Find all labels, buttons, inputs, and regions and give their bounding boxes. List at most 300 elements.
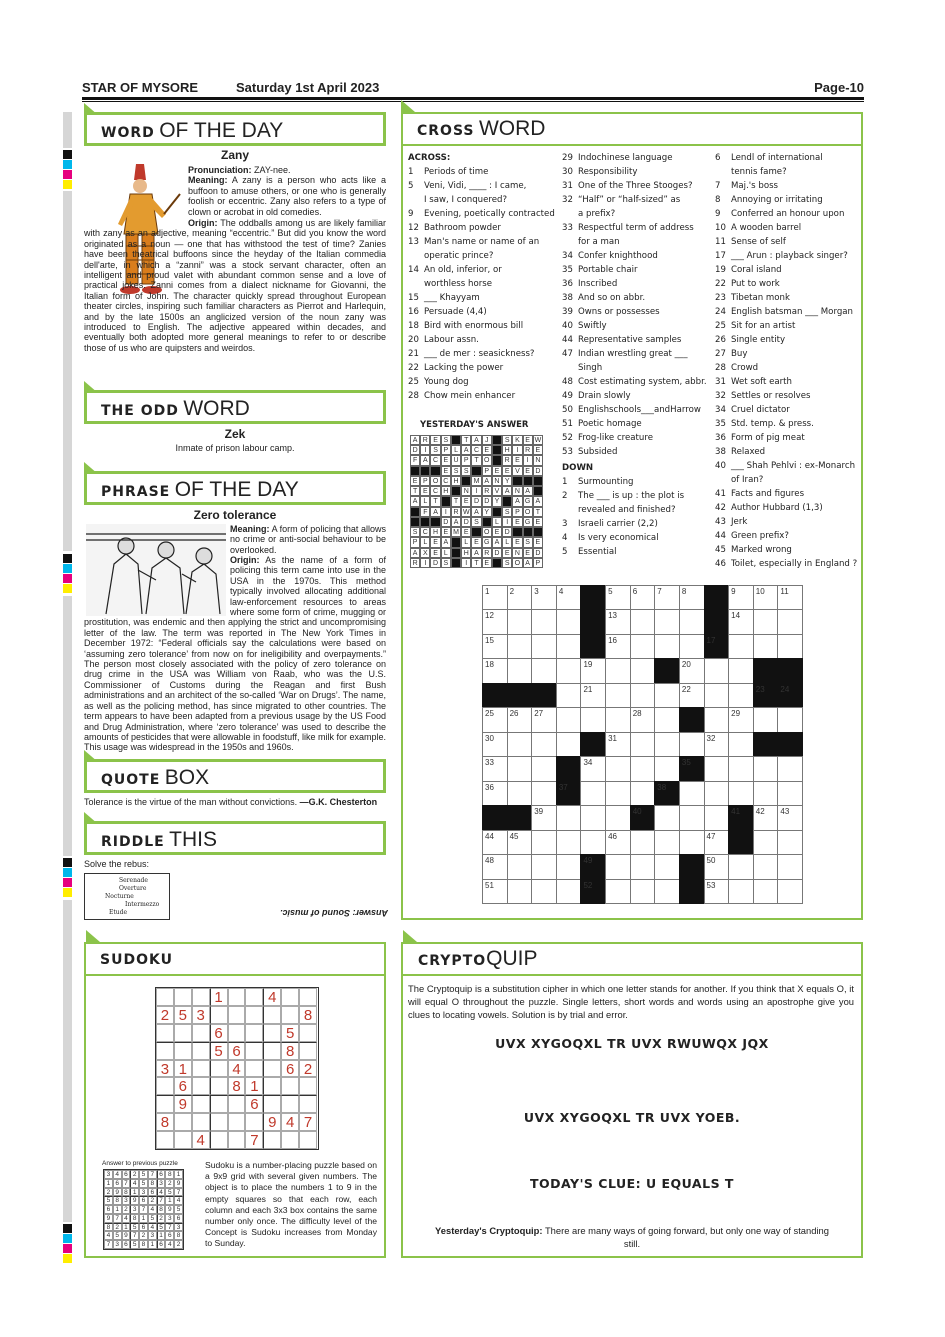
crossword-cell[interactable] [777, 609, 803, 634]
crossword-cell[interactable] [728, 683, 754, 708]
crossword-cell[interactable] [507, 585, 533, 610]
answer-cell: D [533, 466, 543, 476]
crossword-cell[interactable] [482, 830, 508, 855]
crossword-cell[interactable] [507, 756, 533, 781]
clue [408, 193, 560, 207]
crossword-cell[interactable] [654, 732, 680, 757]
crossword-cell[interactable] [482, 658, 508, 683]
sudoku-empty-cell[interactable] [210, 1095, 228, 1113]
crossword-cell[interactable] [556, 658, 582, 683]
sudoku-empty-cell[interactable] [281, 1077, 299, 1095]
crossword-cell[interactable] [580, 707, 606, 732]
crossword-cell[interactable] [531, 756, 557, 781]
crossword-cell[interactable] [531, 854, 557, 879]
sudoku-empty-cell[interactable] [281, 1095, 299, 1113]
clue-number: 14 [408, 265, 419, 275]
sudoku-empty-cell[interactable] [210, 1077, 228, 1095]
crossword-cell[interactable] [507, 609, 533, 634]
clue-number: 32 [715, 391, 726, 401]
sudoku-empty-cell[interactable] [228, 1113, 246, 1131]
clue-text: Lendl of international [731, 153, 823, 163]
riddle-prompt: Solve the rebus: [84, 859, 150, 869]
crossword-cell[interactable] [753, 756, 779, 781]
crossword-cell[interactable] [531, 879, 557, 904]
sudoku-empty-cell[interactable] [228, 1131, 246, 1149]
clue-text: Maj.'s boss [731, 181, 779, 191]
crossword-cell[interactable] [630, 683, 656, 708]
answer-cell: E [482, 445, 492, 455]
crossword-cell[interactable] [605, 634, 631, 659]
crossword-cell[interactable] [630, 830, 656, 855]
crossword-cell[interactable] [630, 707, 656, 732]
clue-number: 40 [562, 321, 573, 331]
crossword-cell[interactable] [605, 805, 631, 830]
crossword-cell[interactable] [531, 658, 557, 683]
crossword-cell[interactable] [728, 658, 754, 683]
sudoku-empty-cell[interactable] [245, 1006, 263, 1024]
sudoku-empty-cell[interactable] [174, 1113, 192, 1131]
answer-cell: A [410, 435, 420, 445]
previous-answer-cell: 6 [157, 1240, 166, 1249]
clue-text: Sense of self [731, 237, 786, 247]
sudoku-empty-cell[interactable] [245, 1024, 263, 1042]
crossword-cell[interactable] [630, 781, 656, 806]
crossword-grid[interactable] [482, 585, 802, 903]
crossword-cell[interactable] [507, 732, 533, 757]
sudoku-empty-cell[interactable] [245, 988, 263, 1006]
answer-black-cell [410, 466, 420, 476]
sudoku-empty-cell[interactable] [299, 1042, 317, 1060]
previous-answer-cell: 6 [157, 1170, 166, 1179]
answer-cell: A [502, 486, 512, 496]
sudoku-empty-cell[interactable] [174, 1042, 192, 1060]
clue-text: Author Hubbard (1,3) [731, 503, 823, 513]
sudoku-given-cell: 6 [174, 1077, 192, 1095]
answer-cell: D [441, 517, 451, 527]
crossword-cell[interactable] [482, 879, 508, 904]
sudoku-empty-cell[interactable] [245, 1042, 263, 1060]
sudoku-empty-cell[interactable] [299, 988, 317, 1006]
crossword-cell[interactable] [630, 609, 656, 634]
cell-number: 22 [681, 684, 691, 694]
crossword-cell[interactable] [679, 634, 705, 659]
crossword-cell[interactable] [654, 585, 680, 610]
crossword-cell[interactable] [679, 805, 705, 830]
crossword-cell[interactable] [679, 658, 705, 683]
crossword-cell[interactable] [605, 585, 631, 610]
crossword-cell[interactable] [507, 854, 533, 879]
sudoku-given-cell: 4 [263, 988, 281, 1006]
crossword-cell[interactable] [605, 756, 631, 781]
crossword-cell[interactable] [654, 830, 680, 855]
crossword-cell[interactable] [507, 634, 533, 659]
previous-answer-cell: 1 [148, 1240, 157, 1249]
clue-number: 22 [715, 279, 726, 289]
sudoku-empty-cell[interactable] [210, 1006, 228, 1024]
clue-number: 13 [408, 237, 419, 247]
sudoku-empty-cell[interactable] [263, 1006, 281, 1024]
crossword-cell[interactable] [605, 707, 631, 732]
answer-cell: X [420, 548, 430, 558]
clue-number: 5 [562, 547, 568, 557]
crossword-cell[interactable] [556, 879, 582, 904]
crossword-cell[interactable] [679, 585, 705, 610]
crossword-cell[interactable] [605, 683, 631, 708]
crossword-cell[interactable] [753, 879, 779, 904]
answer-cell: J [482, 435, 492, 445]
clue [715, 459, 861, 473]
crossword-cell[interactable] [704, 879, 730, 904]
previous-answer-cell: 8 [113, 1196, 122, 1205]
clue-list [715, 151, 861, 571]
crossword-cell[interactable] [482, 707, 508, 732]
clue-text: Cost estimating system, abbr. [578, 377, 707, 387]
crossword-cell[interactable] [753, 634, 779, 659]
cell-number: 16 [608, 635, 617, 645]
crossword-cell[interactable] [777, 585, 803, 610]
cell-number: 50 [706, 856, 716, 866]
crossword-cell[interactable] [580, 756, 606, 781]
sudoku-empty-cell[interactable] [192, 988, 210, 1006]
previous-answer-cell: 9 [130, 1196, 139, 1205]
sudoku-empty-cell[interactable] [156, 1024, 174, 1042]
clue-text: Essential [578, 547, 617, 557]
registration-cyan [63, 564, 72, 573]
crossword-cell[interactable] [777, 707, 803, 732]
sudoku-grid[interactable] [155, 987, 319, 1150]
crossword-cell[interactable] [482, 634, 508, 659]
crossword-cell[interactable] [580, 658, 606, 683]
crossword-cell[interactable] [654, 854, 680, 879]
previous-answer-cell: 7 [174, 1188, 183, 1197]
header-flag [86, 930, 100, 942]
answer-cell: G [482, 537, 492, 547]
sudoku-given-cell: 6 [210, 1024, 228, 1042]
crossword-cell[interactable] [605, 658, 631, 683]
crossword-cell[interactable] [728, 781, 754, 806]
sudoku-empty-cell[interactable] [210, 1113, 228, 1131]
crossword-cell[interactable] [482, 585, 508, 610]
crossword-cell[interactable] [704, 683, 730, 708]
crossword-cell[interactable] [531, 781, 557, 806]
crossword-cell[interactable] [654, 756, 680, 781]
origin-label: Origin: [188, 218, 218, 228]
crossword-cell[interactable] [679, 732, 705, 757]
crossword-cell[interactable] [531, 805, 557, 830]
clue-text: Persuade (4,4) [424, 307, 487, 317]
crossword-cell[interactable] [728, 585, 754, 610]
crossword-black-cell [704, 585, 730, 610]
previous-answer-cell: 4 [148, 1205, 157, 1214]
pronunciation-label: Pronunciation: [188, 165, 252, 175]
sudoku-empty-cell[interactable] [228, 988, 246, 1006]
crossword-cell[interactable] [777, 879, 803, 904]
crossword-cell[interactable] [531, 830, 557, 855]
sudoku-empty-cell[interactable] [228, 1095, 246, 1113]
sudoku-empty-cell[interactable] [263, 1131, 281, 1149]
cell-number: 5 [608, 587, 613, 596]
previous-answer-cell: 3 [148, 1231, 157, 1240]
crossword-cell[interactable] [728, 634, 754, 659]
clue-number: 1 [562, 477, 568, 487]
crossword-cell[interactable] [531, 634, 557, 659]
crossword-cell[interactable] [704, 756, 730, 781]
sudoku-empty-cell[interactable] [263, 1095, 281, 1113]
previous-answer-cell: 6 [174, 1214, 183, 1223]
crossword-cell[interactable] [753, 854, 779, 879]
crossword-cell[interactable] [605, 732, 631, 757]
sudoku-empty-cell[interactable] [156, 988, 174, 1006]
crossword-cell[interactable] [556, 830, 582, 855]
answer-black-cell [533, 527, 543, 537]
clue-number: 35 [715, 419, 726, 429]
crossword-cell[interactable] [777, 854, 803, 879]
crossword-cell[interactable] [531, 585, 557, 610]
sudoku-empty-cell[interactable] [281, 1006, 299, 1024]
origin-text: The oddballs among us are likely familiar with zany as an adjective, meaning “eccentric.” But did you know the word originated as a noun — one that has withstood the test of time? Zanies have been theatrical buffoons since the heyday of the Italian commedia dell'arte, in which a “zanni” was a stock servant character, often an intelligent and proud valet with abundant common sense and a love of practical jokes. Zanni comes from a dialect nickname for Giovanni, the Italian form of John. The character quickly spread throughout European theater circles, inspiring such familiar characters as Pierrot and Harlequin, and by the late 1500s an anglicized version of the noun zany was introduced to English. The adjective appeared within decades, and eventually both adopted more general meanings to refer to or describe those of us who are quipsters and weirdos. [84, 218, 386, 353]
crossword-cell[interactable] [556, 805, 582, 830]
crossword-cell[interactable] [753, 585, 779, 610]
crossword-cell[interactable] [654, 683, 680, 708]
crossword-cell[interactable] [704, 658, 730, 683]
clue-number: 22 [408, 363, 419, 373]
crossword-black-cell [753, 732, 779, 757]
clue-text: Crowd [731, 363, 759, 373]
sudoku-empty-cell[interactable] [228, 1024, 246, 1042]
crossword-cell[interactable] [507, 658, 533, 683]
answer-cell: R [482, 548, 492, 558]
sudoku-empty-cell[interactable] [228, 1006, 246, 1024]
sudoku-empty-cell[interactable] [281, 1131, 299, 1149]
clue-list [408, 165, 560, 403]
crossword-cell[interactable] [654, 805, 680, 830]
crossword-cell[interactable] [507, 879, 533, 904]
answer-black-cell [441, 496, 451, 506]
sudoku-empty-cell[interactable] [299, 1077, 317, 1095]
crossword-cell[interactable] [556, 732, 582, 757]
crossword-cell[interactable] [630, 756, 656, 781]
pronunciation: ZAY-nee. [254, 165, 291, 175]
crossword-cell[interactable] [507, 830, 533, 855]
word-of-day-origin [84, 218, 386, 353]
crossword-cell[interactable] [580, 830, 606, 855]
previous-answer-cell: 7 [113, 1214, 122, 1223]
clue [408, 347, 560, 361]
crossword-cell[interactable] [704, 805, 730, 830]
sudoku-empty-cell[interactable] [174, 1131, 192, 1149]
crossword-cell[interactable] [679, 781, 705, 806]
crossword-cell[interactable] [580, 781, 606, 806]
crossword-cell[interactable] [704, 707, 730, 732]
sudoku-empty-cell[interactable] [192, 1042, 210, 1060]
phrase-origin [84, 555, 386, 753]
crossword-cell[interactable] [482, 781, 508, 806]
rebus-box [84, 873, 170, 920]
crossword-cell[interactable] [753, 609, 779, 634]
clue-number: 39 [562, 307, 573, 317]
clue [715, 277, 861, 291]
crossword-cell[interactable] [482, 609, 508, 634]
crossword-cell[interactable] [654, 609, 680, 634]
sudoku-empty-cell[interactable] [192, 1060, 210, 1078]
previous-answer-cell: 8 [165, 1170, 174, 1179]
crossword-black-cell [556, 781, 582, 806]
cell-number: 40 [632, 807, 642, 817]
sudoku-empty-cell[interactable] [156, 1042, 174, 1060]
crossword-cell[interactable] [728, 756, 754, 781]
crossword-cell[interactable] [654, 634, 680, 659]
sudoku-empty-cell[interactable] [174, 988, 192, 1006]
crossword-cell[interactable] [482, 756, 508, 781]
crossword-cell[interactable] [630, 634, 656, 659]
crossword-black-cell [556, 756, 582, 781]
crossword-cell[interactable] [531, 609, 557, 634]
sudoku-empty-cell[interactable] [210, 1060, 228, 1078]
crossword-cell[interactable] [777, 634, 803, 659]
clue-list [562, 151, 712, 459]
crossword-cell[interactable] [679, 683, 705, 708]
quote [84, 797, 386, 807]
crossword-cell[interactable] [753, 781, 779, 806]
crossword-black-cell [630, 805, 656, 830]
sudoku-empty-cell[interactable] [245, 1060, 263, 1078]
crossword-cell[interactable] [679, 830, 705, 855]
crossword-cell[interactable] [630, 585, 656, 610]
sudoku-empty-cell[interactable] [174, 1024, 192, 1042]
sudoku-empty-cell[interactable] [263, 1042, 281, 1060]
crossword-cell[interactable] [482, 854, 508, 879]
crossword-cell[interactable] [531, 732, 557, 757]
sudoku-empty-cell[interactable] [263, 1060, 281, 1078]
cell-number: 43 [780, 807, 790, 817]
crossword-cell[interactable] [507, 781, 533, 806]
crossword-cell[interactable] [753, 830, 779, 855]
answer-black-cell [451, 558, 461, 568]
answer-cell: I [471, 486, 481, 496]
rebus-line: Etude [109, 909, 128, 916]
crossword-cell[interactable] [630, 879, 656, 904]
crossword-cell[interactable] [580, 683, 606, 708]
cell-number: 23 [755, 684, 765, 694]
sudoku-empty-cell[interactable] [263, 1024, 281, 1042]
crossword-cell[interactable] [605, 854, 631, 879]
answer-cell: E [492, 466, 502, 476]
sudoku-empty-cell[interactable] [156, 1095, 174, 1113]
answer-cell: C [430, 486, 440, 496]
sudoku-empty-cell[interactable] [281, 988, 299, 1006]
crossword-cell[interactable] [630, 658, 656, 683]
sudoku-header-rule [86, 974, 384, 976]
crossword-cell[interactable] [704, 854, 730, 879]
crossword-cell[interactable] [482, 732, 508, 757]
crossword-cell[interactable] [704, 830, 730, 855]
crossword-cell[interactable] [654, 707, 680, 732]
crossword-cell[interactable] [605, 609, 631, 634]
crossword-cell[interactable] [605, 879, 631, 904]
previous-answer-cell: 4 [157, 1188, 166, 1197]
crossword-cell[interactable] [630, 732, 656, 757]
crossword-cell[interactable] [728, 854, 754, 879]
previous-answer-cell: 5 [104, 1196, 113, 1205]
answer-cell: E [533, 445, 543, 455]
clue-text: Swiftly [578, 321, 607, 331]
clue [562, 277, 712, 291]
crossword-cell[interactable] [777, 805, 803, 830]
crossword-cell[interactable] [753, 707, 779, 732]
crossword-cell[interactable] [630, 854, 656, 879]
sudoku-empty-cell[interactable] [192, 1095, 210, 1113]
crossword-cell[interactable] [556, 585, 582, 610]
crossword-cell[interactable] [777, 830, 803, 855]
answer-cell: R [523, 445, 533, 455]
sudoku-empty-cell[interactable] [299, 1095, 317, 1113]
clue [562, 221, 712, 235]
clue-number: 34 [562, 251, 573, 261]
answer-cell: E [533, 517, 543, 527]
sudoku-empty-cell[interactable] [192, 1024, 210, 1042]
answer-cell: E [430, 548, 440, 558]
clue-text: Wet soft earth [731, 377, 792, 387]
crossword-cell[interactable] [753, 805, 779, 830]
crossword-cell[interactable] [556, 683, 582, 708]
sudoku-given-cell: 1 [174, 1060, 192, 1078]
sudoku-given-cell: 7 [245, 1131, 263, 1149]
crossword-cell[interactable] [777, 781, 803, 806]
sudoku-empty-cell[interactable] [299, 1131, 317, 1149]
header-flag [84, 462, 98, 474]
crossword-cell[interactable] [605, 830, 631, 855]
crossword-cell[interactable] [556, 609, 582, 634]
clue-number: 4 [562, 533, 568, 543]
clue-text: worthless horse [424, 279, 492, 289]
sudoku-empty-cell[interactable] [299, 1024, 317, 1042]
crossword-cell[interactable] [728, 732, 754, 757]
previous-answer-cell: 8 [157, 1205, 166, 1214]
crossword-cell[interactable] [728, 879, 754, 904]
crossword-cell[interactable] [507, 707, 533, 732]
clue-text: And so on abbr. [578, 293, 646, 303]
crossword-cell[interactable] [704, 732, 730, 757]
answer-black-cell [451, 435, 461, 445]
clue [715, 445, 861, 459]
sudoku-empty-cell[interactable] [245, 1113, 263, 1131]
crossword-cell[interactable] [704, 781, 730, 806]
crossword-cell[interactable] [728, 609, 754, 634]
crossword-cell[interactable] [556, 707, 582, 732]
crossword-cell[interactable] [580, 805, 606, 830]
sudoku-empty-cell[interactable] [192, 1113, 210, 1131]
clue-number: 34 [715, 405, 726, 415]
crossword-cell[interactable] [605, 781, 631, 806]
registration-magenta [63, 1244, 72, 1253]
crossword-cell[interactable] [777, 756, 803, 781]
crossword-cell[interactable] [556, 854, 582, 879]
sudoku-empty-cell[interactable] [192, 1077, 210, 1095]
sudoku-empty-cell[interactable] [210, 1131, 228, 1149]
crossword-cell[interactable] [556, 634, 582, 659]
clue [715, 487, 861, 501]
crossword-cell[interactable] [679, 609, 705, 634]
crossword-cell[interactable] [654, 879, 680, 904]
answer-cell: S [523, 537, 533, 547]
answer-cell: H [461, 548, 471, 558]
crossword-cell[interactable] [728, 707, 754, 732]
clue [715, 305, 861, 319]
crossword-cell[interactable] [531, 707, 557, 732]
sudoku-empty-cell[interactable] [156, 1131, 174, 1149]
sudoku-empty-cell[interactable] [263, 1077, 281, 1095]
sudoku-empty-cell[interactable] [156, 1077, 174, 1095]
